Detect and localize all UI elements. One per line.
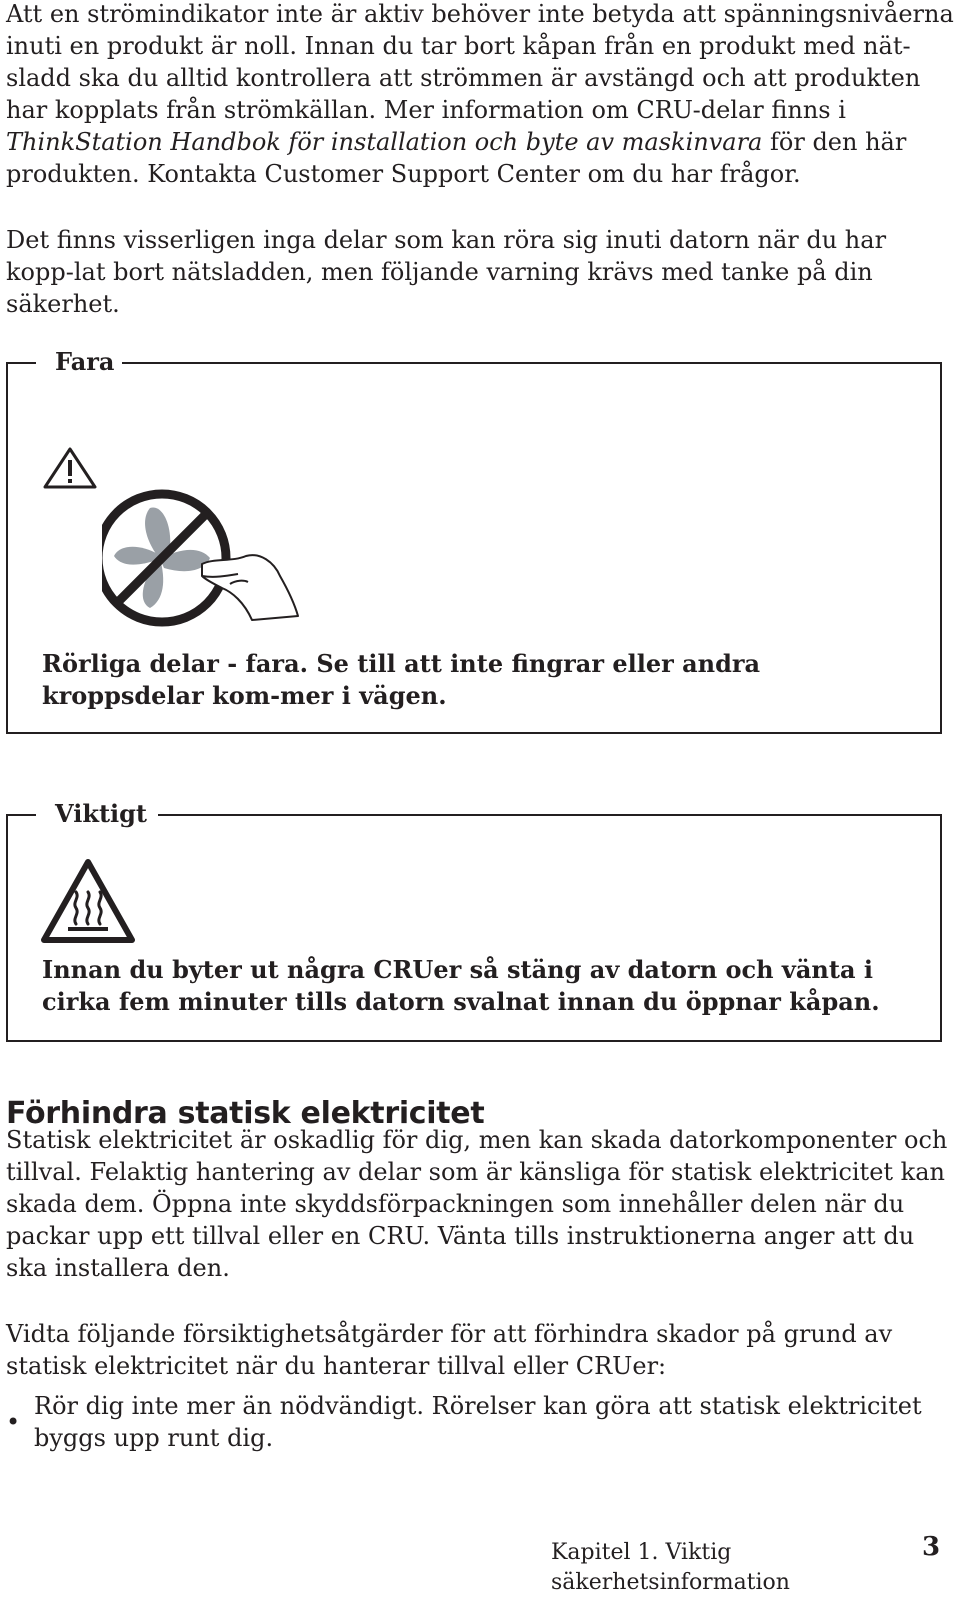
important-label: Viktigt bbox=[55, 799, 148, 828]
hot-surface-icon bbox=[40, 858, 136, 944]
warning-triangle-icon bbox=[42, 446, 98, 490]
handbook-title: ThinkStation Handbok för installation och byte av maskinvara bbox=[6, 128, 763, 156]
footer-chapter: Kapitel 1. Viktig säkerhetsinformation bbox=[551, 1540, 790, 1595]
no-fan-hand-icon bbox=[102, 484, 302, 634]
page-number: 3 bbox=[922, 1532, 941, 1562]
intro-paragraph-1: Att en strömindikator inte är aktiv behöver inte betyda att spänningsnivåerna inuti en produkt är noll. Innan du tar bort kåpan från en produkt med nät-sladd ska du alltid kontrollera att strömmen är avstängd och att produkten har kopplats från strömkällan. Mer information om CRU-delar finns i ThinkStation Handbok för installation och byte av maskinvara för den här produkten. Kontakta Customer Support Center om du har frågor. bbox=[6, 0, 954, 188]
section-paragraph-1: Statisk elektricitet är oskadlig för dig, men kan skada datorkomponenter och tillval. Felaktig hantering av delar som är känsliga för statisk elektricitet kan skada dem. Öppna inte skyddsförpackningen som innehåller delen när du packar upp ett tillval eller en CRU. Vänta tills instruktionerna anger att du ska installera den. bbox=[6, 1126, 948, 1282]
bullet-item: Rör dig inte mer än nödvändigt. Rörelser kan göra att statisk elektricitet byggs upp runt dig. bbox=[34, 1392, 922, 1452]
section-paragraph-2: Vidta följande försiktighetsåtgärder för att förhindra skador på grund av statisk elektricitet när du hanterar tillval eller CRUer: bbox=[6, 1320, 893, 1380]
important-text: Innan du byter ut några CRUer så stäng av datorn och vänta i cirka fem minuter tills datorn svalnat innan du öppnar kåpan. bbox=[42, 955, 880, 1016]
intro-paragraph-2: Det finns visserligen inga delar som kan röra sig inuti datorn när du har kopp-lat bort nätsladden, men följande varning krävs med tanke på din säkerhet. bbox=[6, 226, 887, 318]
section-heading: Förhindra statisk elektricitet bbox=[6, 1096, 485, 1131]
danger-label: Fara bbox=[55, 347, 115, 376]
danger-text: Rörliga delar - fara. Se till att inte fingrar eller andra kroppsdelar kom-mer i vägen. bbox=[42, 649, 761, 710]
danger-notice-box bbox=[6, 347, 942, 734]
important-notice-box bbox=[6, 799, 942, 1042]
bullet-marker: • bbox=[6, 1408, 21, 1436]
